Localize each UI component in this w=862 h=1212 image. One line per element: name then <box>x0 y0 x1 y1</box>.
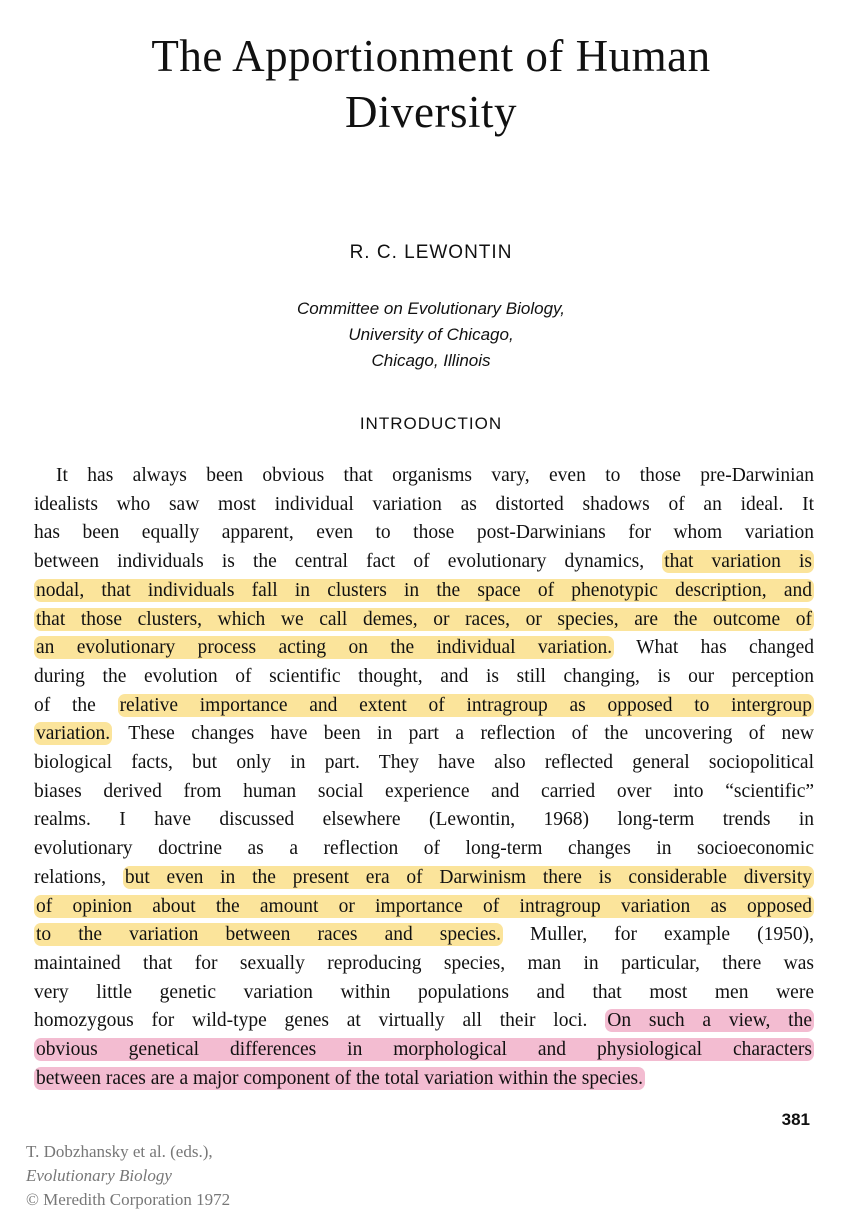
author-name: R. C. LEWONTIN <box>349 242 513 263</box>
text-line <box>34 1007 814 1036</box>
pink-highlight: On such a view, the <box>607 1010 813 1032</box>
text-segment: maintained that for sexually reproducing species, man in particular, there was <box>34 952 814 974</box>
affiliation-line-3: Chicago, Illinois <box>371 351 491 370</box>
text-segment: during the evolution of scientific thought, and is still changing, is our perception <box>34 665 814 687</box>
title-line-1: The Apportionment of Human <box>151 31 711 81</box>
paper-title <box>0 28 862 140</box>
text-segment: of the <box>34 694 96 716</box>
text-line <box>34 548 814 577</box>
text-line <box>34 950 814 979</box>
text-line <box>34 577 814 606</box>
text-segment: biological facts, but only in part. They have also reflected general sociopolitical <box>34 752 814 774</box>
text-segment: Muller, for example (1950), <box>530 924 815 946</box>
text-line <box>34 462 814 491</box>
text-line <box>34 1036 814 1065</box>
text-line <box>34 606 814 635</box>
text-segment: idealists who saw most individual variation as distorted shadows of an ideal. It <box>34 493 814 515</box>
citation-footer <box>26 1140 230 1212</box>
text-line <box>34 835 814 864</box>
footer-book-title: Evolutionary Biology <box>26 1166 172 1185</box>
text-line <box>34 1065 814 1094</box>
text-line <box>34 692 814 721</box>
title-line-2: Diversity <box>345 87 517 137</box>
text-segment: homozygous for wild-type genes at virtually all their loci. <box>34 1010 588 1032</box>
text-line <box>34 778 814 807</box>
yellow-highlight: variation. <box>36 723 111 745</box>
yellow-highlight: an evolutionary process acting on the individual variation. <box>36 637 613 659</box>
text-segment: has been equally apparent, even to those post-Darwinians for whom variation <box>34 522 814 544</box>
text-line <box>34 893 814 922</box>
text-line <box>34 491 814 520</box>
affiliation-line-1: Committee on Evolutionary Biology, <box>296 299 566 318</box>
text-segment: evolutionary doctrine as a reflection of long-term changes in socioeconomic <box>34 838 814 860</box>
yellow-highlight: that those clusters, which we call demes, or races, or species, are the outcome of <box>36 608 812 630</box>
footer-line-1 <box>26 1140 230 1188</box>
text-line <box>34 720 814 749</box>
introduction-paragraph <box>34 462 814 1093</box>
text-line <box>34 806 814 835</box>
pink-highlight: obvious genetical differences in morphological and physiological characters <box>36 1039 812 1061</box>
pink-highlight: between races are a major component of the total variation within the species. <box>36 1067 643 1089</box>
yellow-highlight: that variation is <box>664 551 812 573</box>
text-segment: biases derived from human social experience and carried over into “scientific” <box>34 780 814 802</box>
text-segment: relations, <box>34 866 107 888</box>
yellow-highlight: nodal, that individuals fall in clusters in the space of phenotypic description, and <box>36 579 812 601</box>
text-segment: between individuals is the central fact of evolutionary dynamics, <box>34 551 645 573</box>
text-line <box>34 663 814 692</box>
text-line <box>34 864 814 893</box>
yellow-highlight: relative importance and extent of intragroup as opposed to intergroup <box>119 694 812 716</box>
text-segment: What has changed <box>636 637 814 659</box>
footer-editors: T. Dobzhansky et al. (eds.), <box>26 1142 213 1161</box>
yellow-highlight: to the variation between races and species. <box>36 924 501 946</box>
affiliation <box>0 296 862 374</box>
text-segment: realms. I have discussed elsewhere (Lewontin, 1968) long-term trends in <box>34 809 814 831</box>
section-heading: INTRODUCTION <box>359 414 503 433</box>
text-segment: It has always been obvious that organisms vary, even to those pre-Darwinian <box>56 465 814 486</box>
text-line <box>34 634 814 663</box>
text-line <box>34 519 814 548</box>
yellow-highlight: of opinion about the amount or importance of intragroup variation as opposed <box>36 895 812 917</box>
footer-copyright: © Meredith Corporation 1972 <box>26 1190 231 1209</box>
text-line <box>34 979 814 1008</box>
text-line <box>34 749 814 778</box>
text-line <box>34 921 814 950</box>
affiliation-line-2: University of Chicago, <box>348 325 514 344</box>
yellow-highlight: but even in the present era of Darwinism there is considerable diversity <box>124 866 812 888</box>
text-segment: These changes have been in part a reflection of the uncovering of new <box>128 723 814 745</box>
page-number: 381 <box>781 1110 810 1129</box>
text-segment: very little genetic variation within populations and that most men were <box>34 981 814 1003</box>
